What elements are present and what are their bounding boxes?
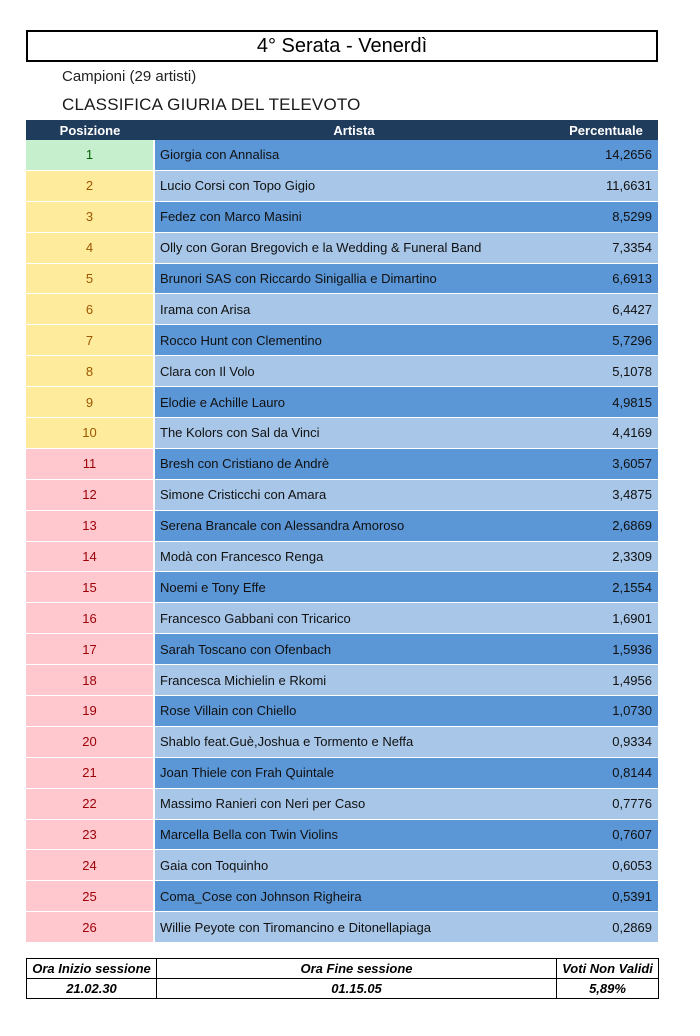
position-cell: 25: [26, 881, 154, 912]
percentage-cell: 1,6901: [554, 603, 658, 634]
artist-cell: Gaia con Toquinho: [154, 850, 554, 881]
position-cell: 24: [26, 850, 154, 881]
session-end-label: Ora Fine sessione: [157, 959, 557, 979]
position-cell: 1: [26, 140, 154, 170]
page-title: 4° Serata - Venerdì: [26, 30, 658, 62]
percentage-cell: 5,7296: [554, 325, 658, 356]
table-row: [26, 356, 658, 387]
percentage-cell: 7,3354: [554, 232, 658, 263]
percentage-cell: 3,4875: [554, 479, 658, 510]
ranking-title: CLASSIFICA GIURIA DEL TELEVOTO: [62, 95, 361, 114]
percentage-cell: 4,4169: [554, 418, 658, 449]
position-cell: 2: [26, 170, 154, 201]
artist-cell: Joan Thiele con Frah Quintale: [154, 757, 554, 788]
table-row: [26, 788, 658, 819]
session-value-row: [27, 979, 659, 999]
artist-cell: Simone Cristicchi con Amara: [154, 479, 554, 510]
artist-cell: Clara con Il Volo: [154, 356, 554, 387]
artist-cell: Bresh con Cristiano de Andrè: [154, 448, 554, 479]
artist-cell: Sarah Toscano con Ofenbach: [154, 634, 554, 665]
percentage-cell: 2,1554: [554, 572, 658, 603]
percentage-cell: 6,4427: [554, 294, 658, 325]
table-row: [26, 232, 658, 263]
ranking-table: [26, 120, 658, 942]
artist-cell: Rose Villain con Chiello: [154, 696, 554, 727]
position-cell: 8: [26, 356, 154, 387]
position-cell: 13: [26, 510, 154, 541]
percentage-cell: 0,2869: [554, 912, 658, 942]
position-cell: 14: [26, 541, 154, 572]
column-header-percentage: Percentuale: [554, 120, 658, 140]
percentage-cell: 5,1078: [554, 356, 658, 387]
artist-cell: Fedez con Marco Masini: [154, 201, 554, 232]
percentage-cell: 4,9815: [554, 387, 658, 418]
category-label: Campioni (29 artisti): [62, 68, 197, 85]
invalid-votes-label: Voti Non Validi: [557, 959, 659, 979]
artist-cell: The Kolors con Sal da Vinci: [154, 418, 554, 449]
position-cell: 4: [26, 232, 154, 263]
invalid-votes-value: 5,89%: [557, 979, 659, 999]
position-cell: 9: [26, 387, 154, 418]
table-row: [26, 726, 658, 757]
position-cell: 12: [26, 479, 154, 510]
position-cell: 3: [26, 201, 154, 232]
table-row: [26, 696, 658, 727]
table-row: [26, 294, 658, 325]
session-start-label: Ora Inizio sessione: [27, 959, 157, 979]
percentage-cell: 1,0730: [554, 696, 658, 727]
table-row: [26, 912, 658, 942]
table-row: [26, 479, 658, 510]
ranking-body: [26, 140, 658, 942]
percentage-cell: 0,5391: [554, 881, 658, 912]
position-cell: 15: [26, 572, 154, 603]
position-cell: 20: [26, 726, 154, 757]
percentage-cell: 8,5299: [554, 201, 658, 232]
position-cell: 5: [26, 263, 154, 294]
percentage-cell: 0,8144: [554, 757, 658, 788]
table-row: [26, 819, 658, 850]
table-row: [26, 850, 658, 881]
position-cell: 11: [26, 448, 154, 479]
position-cell: 17: [26, 634, 154, 665]
artist-cell: Serena Brancale con Alessandra Amoroso: [154, 510, 554, 541]
artist-cell: Brunori SAS con Riccardo Sinigallia e Dimartino: [154, 263, 554, 294]
percentage-cell: 3,6057: [554, 448, 658, 479]
table-row: [26, 634, 658, 665]
table-header-row: [26, 120, 658, 140]
artist-cell: Francesco Gabbani con Tricarico: [154, 603, 554, 634]
table-row: [26, 170, 658, 201]
artist-cell: Massimo Ranieri con Neri per Caso: [154, 788, 554, 819]
artist-cell: Shablo feat.Guè,Joshua e Tormento e Neffa: [154, 726, 554, 757]
position-cell: 26: [26, 912, 154, 942]
table-row: [26, 201, 658, 232]
table-row: [26, 603, 658, 634]
artist-cell: Marcella Bella con Twin Violins: [154, 819, 554, 850]
artist-cell: Giorgia con Annalisa: [154, 140, 554, 170]
artist-cell: Olly con Goran Bregovich e la Wedding & Funeral Band: [154, 232, 554, 263]
percentage-cell: 0,9334: [554, 726, 658, 757]
artist-cell: Noemi e Tony Effe: [154, 572, 554, 603]
table-row: [26, 541, 658, 572]
table-row: [26, 140, 658, 170]
artist-cell: Coma_Cose con Johnson Righeira: [154, 881, 554, 912]
table-row: [26, 572, 658, 603]
table-row: [26, 325, 658, 356]
position-cell: 6: [26, 294, 154, 325]
artist-cell: Irama con Arisa: [154, 294, 554, 325]
percentage-cell: 0,6053: [554, 850, 658, 881]
position-cell: 22: [26, 788, 154, 819]
percentage-cell: 2,6869: [554, 510, 658, 541]
position-cell: 19: [26, 696, 154, 727]
position-cell: 16: [26, 603, 154, 634]
artist-cell: Willie Peyote con Tiromancino e Ditonellapiaga: [154, 912, 554, 942]
percentage-cell: 14,2656: [554, 140, 658, 170]
table-row: [26, 263, 658, 294]
percentage-cell: 0,7607: [554, 819, 658, 850]
session-table: [26, 958, 659, 999]
percentage-cell: 11,6631: [554, 170, 658, 201]
percentage-cell: 1,4956: [554, 665, 658, 696]
table-row: [26, 665, 658, 696]
position-cell: 23: [26, 819, 154, 850]
artist-cell: Francesca Michielin e Rkomi: [154, 665, 554, 696]
session-start-value: 21.02.30: [27, 979, 157, 999]
percentage-cell: 6,6913: [554, 263, 658, 294]
percentage-cell: 0,7776: [554, 788, 658, 819]
table-row: [26, 387, 658, 418]
table-row: [26, 418, 658, 449]
column-header-position: Posizione: [26, 120, 154, 140]
artist-cell: Lucio Corsi con Topo Gigio: [154, 170, 554, 201]
artist-cell: Modà con Francesco Renga: [154, 541, 554, 572]
position-cell: 10: [26, 418, 154, 449]
position-cell: 18: [26, 665, 154, 696]
artist-cell: Elodie e Achille Lauro: [154, 387, 554, 418]
session-end-value: 01.15.05: [157, 979, 557, 999]
table-row: [26, 448, 658, 479]
table-row: [26, 510, 658, 541]
column-header-artist: Artista: [154, 120, 554, 140]
percentage-cell: 2,3309: [554, 541, 658, 572]
percentage-cell: 1,5936: [554, 634, 658, 665]
table-row: [26, 757, 658, 788]
artist-cell: Rocco Hunt con Clementino: [154, 325, 554, 356]
position-cell: 21: [26, 757, 154, 788]
session-label-row: [27, 959, 659, 979]
position-cell: 7: [26, 325, 154, 356]
table-row: [26, 881, 658, 912]
